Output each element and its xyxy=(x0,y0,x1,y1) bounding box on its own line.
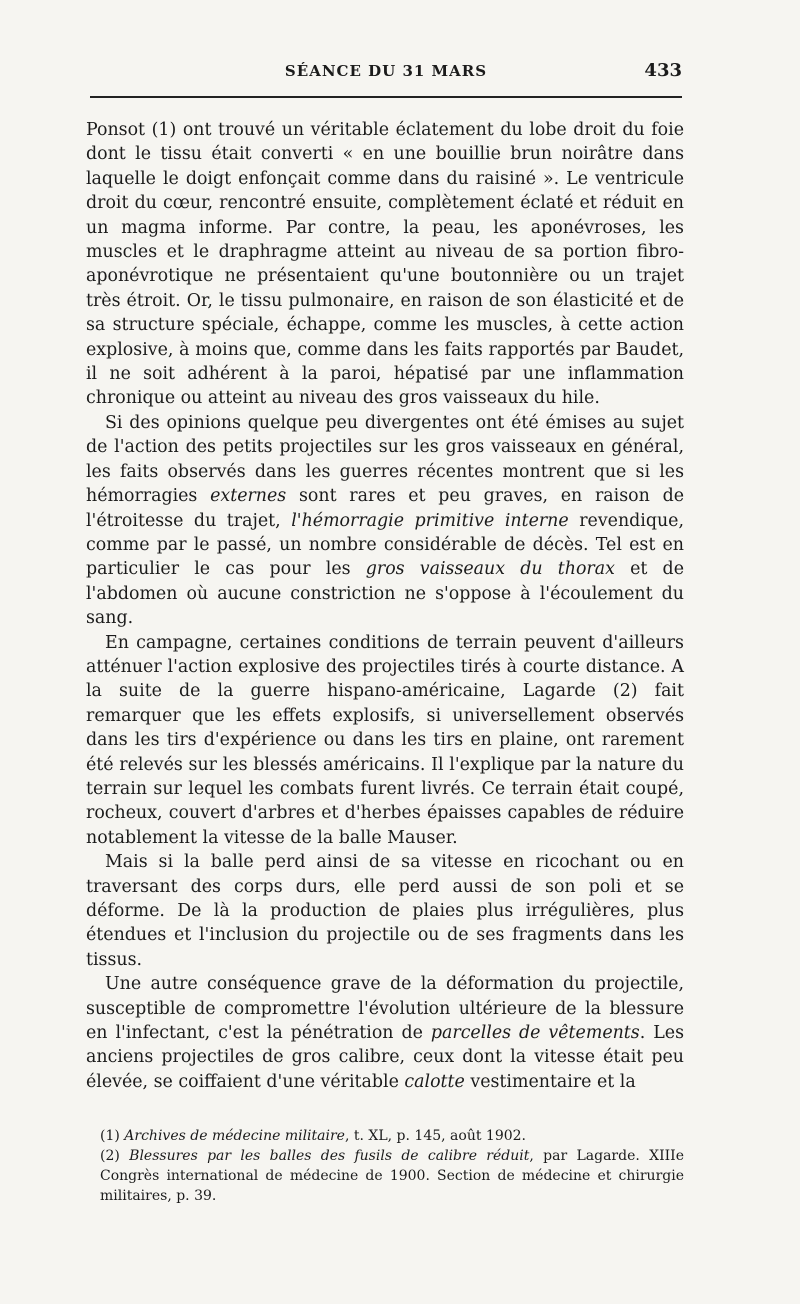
footnote-2-text: , par Lagarde. XIIIe Congrès international de médecine de 1900. Section de médecine et chirurgie militaires, p. 39. xyxy=(100,1148,684,1204)
footnote-1-text: , t. XL, p. 145, août 1902. xyxy=(344,1128,526,1144)
p2-italic-2: l'hémorragie primitive interne xyxy=(291,510,569,531)
p5-text-c: vestimentaire et la xyxy=(464,1071,636,1092)
page-number: 433 xyxy=(644,60,682,81)
p2-italic-1: externes xyxy=(210,486,287,507)
p5-italic-2: calotte xyxy=(404,1071,465,1092)
running-head xyxy=(90,60,682,90)
running-title: SÉANCE DU 31 MARS xyxy=(284,62,488,80)
footnotes xyxy=(100,1126,684,1206)
paragraph-4: Mais si la balle perd ainsi de sa vitesse en ricochant ou en traversant des corps durs, elle perd aussi de son poli et se déforme. De là la production de plaies plus irrégulières, plus étendues et l'inclusion du projectile ou de ses fragments dans les tissus. xyxy=(86,852,684,970)
body-text xyxy=(86,118,684,1094)
footnote-1 xyxy=(100,1126,684,1146)
paragraph-3: En campagne, certaines conditions de terrain peuvent d'ailleurs atténuer l'action explosive des projectiles tirés à courte distance. A la suite de la guerre hispano-américaine, Lagarde (2) fait remarquer que les effets explosifs, si universellement observés dans les tirs d'expérience ou dans les tirs en plaine, ont rarement été relevés sur les blessés américains. Il l'explique par la nature du terrain sur lequel les combats furent livrés. Ce terrain était coupé, rocheux, couvert d'arbres et d'herbes épaisses capables de réduire notablement la vitesse de la balle Mauser. xyxy=(86,632,684,848)
footnote-2 xyxy=(100,1146,684,1206)
footnote-1-title: Archives de médecine militaire xyxy=(124,1128,345,1144)
p2-text-d: et de l'abdomen où aucune constriction ne s'oppose à l'écoulement du sang. xyxy=(86,559,684,629)
footnote-1-number: (1) xyxy=(100,1128,125,1144)
p2-italic-3: gros vaisseaux du thorax xyxy=(365,559,615,580)
footnote-2-number: (2) xyxy=(100,1148,130,1164)
p5-text-b: . Les anciens projectiles de gros calibre, ceux dont la vitesse était peu élevée, se coiffaient d'une véritable xyxy=(86,1023,684,1092)
p2-text-c: revendique, comme par le passé, un nombre considérable de décès. Tel est en particulier le cas pour les xyxy=(86,510,684,580)
header-rule xyxy=(90,96,682,98)
p5-italic-1: parcelles de vêtements xyxy=(430,1023,640,1044)
paragraph-1: Ponsot (1) ont trouvé un véritable éclatement du lobe droit du foie dont le tissu était converti « en une bouillie brun noirâtre dans laquelle le doigt enfonçait comme dans du raisiné ». Le ventricule droit du cœur, rencontré ensuite, complètement éclaté et réduit en un magma informe. Par contre, la peau, les aponévroses, les muscles et le draphragme atteint au niveau de sa portion fibro-aponévrotique ne présentaient qu'une boutonnière ou un trajet très étroit. Or, le tissu pulmonaire, en raison de son élasticité et de sa structure spéciale, échappe, comme les muscles, à cette action explosive, à moins que, comme dans les faits rapportés par Baudet, il ne soit adhérent à la paroi, hépatisé par une inflammation chronique ou atteint au niveau des gros vaisseaux du hile. xyxy=(86,120,684,409)
footnote-2-title: Blessures par les balles des fusils de calibre réduit xyxy=(129,1148,530,1164)
p5-text-a: Une autre conséquence grave de la déformation du projectile, susceptible de compromettre l'évolution ultérieure de la blessure en l'infectant, c'est la pénétration de xyxy=(86,974,684,1044)
p2-text-a: Si des opinions quelque peu divergentes ont été émises au sujet de l'action des petits projectiles sur les gros vaisseaux en général, les faits observés dans les guerres récentes montrent que si les hémorragies xyxy=(86,412,684,507)
paragraph-5 xyxy=(86,972,684,1094)
paragraph-2 xyxy=(86,411,684,631)
p2-text-b: sont rares et peu graves, en raison de l'étroitesse du trajet, xyxy=(86,486,685,531)
